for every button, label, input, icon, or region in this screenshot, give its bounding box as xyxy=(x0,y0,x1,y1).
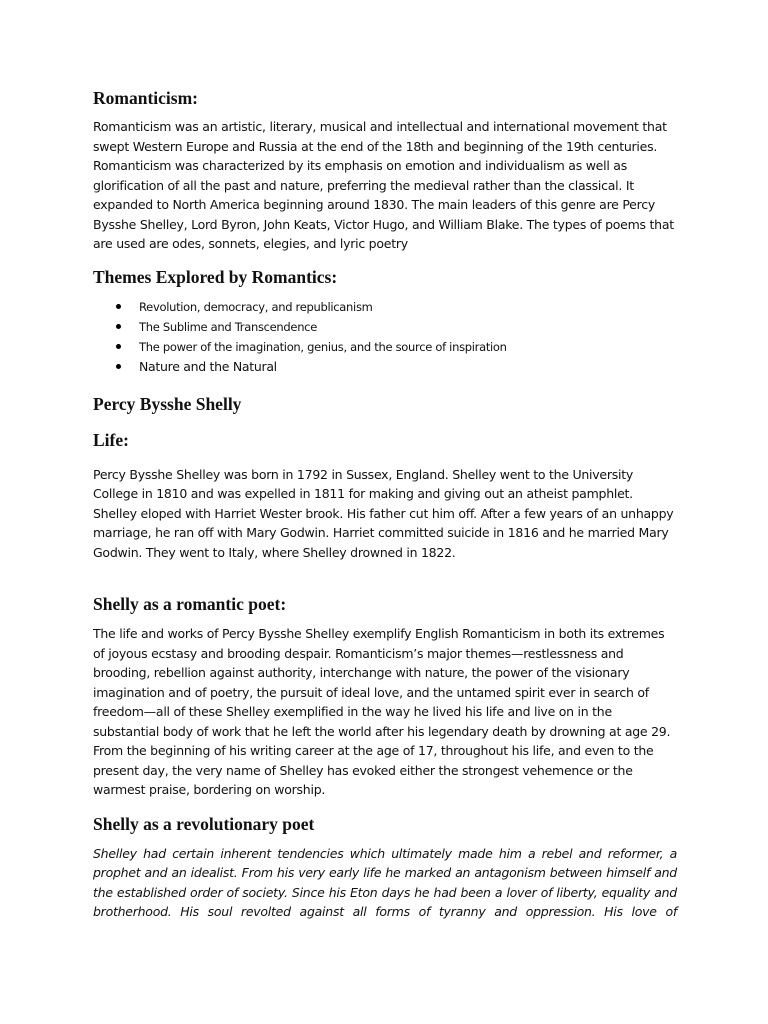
themes-heading: Themes Explored by Romantics: xyxy=(93,266,338,287)
list-item: The power of the imagination, genius, and the source of inspiration xyxy=(93,337,677,357)
revolutionary-poet-body: Shelley had certain inherent tendencies which ultimately made him a rebel and reformer, a prophet and an idealist. From his very early life he marked an antagonism between himself and the established order of society. Since his Eton days he had been a lover of liberty, equality and brotherhood. His soul revolted against all forms of tyranny and oppression. His love of xyxy=(93,845,677,919)
list-item: Revolution, democracy, and republicanism xyxy=(93,297,677,317)
themes-list xyxy=(93,297,677,377)
bullet-icon xyxy=(116,344,121,349)
revolutionary-poet-section xyxy=(93,844,677,922)
bullet-icon xyxy=(116,324,121,329)
romantic-poet-heading: Shelly as a romantic poet: xyxy=(93,594,287,614)
romanticism-heading: Romanticism: xyxy=(93,88,198,108)
document-page xyxy=(93,88,677,922)
romantic-poet-body: The life and works of Percy Bysshe Shelley exemplify English Romanticism in both its extremes of joyous ecstasy and brooding despair. Romanticism’s major themes—restlessness and brooding, rebellion against authority, interchange with nature, the power of the visionary imagination and of poetry, the pursuit of ideal love, and the untamed spirit ever in search of freedom—all of these Shelley exemplified in the way he lived his life and live on in the substantial body of work that he left the world after his legendary death by drowning at age 29. From the beginning of his writing career at the age of 17, throughout his life, and even to the present day, the very name of Shelley has evoked either the strongest vehemence or the warmest praise, bordering on worship. xyxy=(93,626,671,797)
romanticism-body: Romanticism was an artistic, literary, musical and intellectual and international movement that swept Western Europe and Russia at the end of the 18th and beginning of the 19th centuries. Romanticism was characterized by its emphasis on emotion and individualism as well as glorification of all the past and nature, preferring the medieval rather than the classical. It expanded to North America beginning around 1830. The main leaders of this genre are Percy Bysshe Shelley, Lord Byron, John Keats, Victor Hugo, and William Blake. The types of poems that are used are odes, sonnets, elegies, and lyric poetry xyxy=(93,119,674,251)
life-body: Percy Bysshe Shelley was born in 1792 in Sussex, England. Shelley went to the University College in 1810 and was expelled in 1811 for making and giving out an atheist pamphlet. Shelley eloped with Harriet Wester brook. His father cut him off. After a few years of an unhappy marriage, he ran off with Mary Godwin. Harriet committed suicide in 1816 and he married Mary Godwin. They went to Italy, where Shelley drowned in 1822. xyxy=(93,466,674,560)
bullet-icon xyxy=(116,304,121,309)
list-item: The Sublime and Transcendence xyxy=(93,317,677,337)
life-heading: Life: xyxy=(93,429,129,450)
percy-heading: Percy Bysshe Shelly xyxy=(93,393,242,414)
bullet-icon xyxy=(116,364,121,369)
revolutionary-poet-heading: Shelly as a revolutionary poet xyxy=(93,813,315,834)
list-item: Nature and the Natural xyxy=(93,357,677,377)
